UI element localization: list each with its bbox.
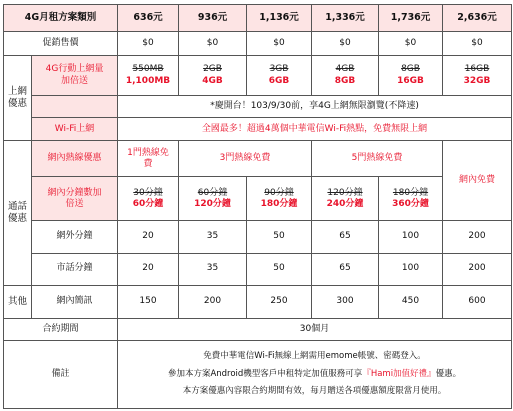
promo-price-cell: $0 (179, 32, 247, 56)
old-data-value: 8GB (401, 64, 420, 75)
offnet-minutes-cell: 20 (118, 221, 179, 253)
local-minutes-cell: 50 (247, 253, 312, 285)
new-minutes: 240分鐘 (326, 198, 364, 209)
calls-section-label: 通話 優惠 (4, 141, 32, 285)
old-minutes: 120分鐘 (327, 187, 363, 198)
contract-label: 合約期間 (4, 318, 118, 340)
promo-price-cell: $0 (312, 32, 379, 56)
wifi-label: Wi-Fi上網 (32, 118, 118, 141)
local-minutes-cell: 35 (179, 253, 247, 285)
local-minutes-cell: 65 (312, 253, 379, 285)
sms-cell: 250 (247, 285, 312, 318)
local-minutes-label: 市話分鐘 (32, 253, 118, 285)
onnet-minutes-label: 網內分鐘數加倍送 (32, 177, 118, 221)
offnet-minutes-label: 網外分鐘 (32, 221, 118, 253)
plan-1136-header: 1,136元 (247, 5, 312, 32)
plan-category-header: 4G月租方案類別 (4, 5, 118, 32)
sms-cell: 200 (179, 285, 247, 318)
local-minutes-cell: 20 (118, 253, 179, 285)
promo-price-cell: $0 (443, 32, 512, 56)
notes-content (118, 340, 512, 408)
data-boost-cell (179, 56, 247, 96)
onnet-minutes-cell (247, 177, 312, 221)
old-data-value: 550MB (132, 64, 164, 75)
sms-cell: 450 (379, 285, 443, 318)
sms-cell: 600 (443, 285, 512, 318)
old-minutes: 30分鐘 (133, 187, 163, 198)
new-minutes: 180分鐘 (260, 198, 298, 209)
hotline-3-free: 3門熱線免費 (179, 141, 312, 177)
promo-price-cell: $0 (118, 32, 179, 56)
data-boost-cell (443, 56, 512, 96)
hotline-1-free: 1門熱線免費 (118, 141, 179, 177)
offnet-minutes-cell: 35 (179, 221, 247, 253)
offnet-minutes-cell: 100 (379, 221, 443, 253)
onnet-free-unlimited: 網內免費 (443, 141, 512, 221)
sms-cell: 150 (118, 285, 179, 318)
onnet-minutes-cell (118, 177, 179, 221)
data-boost-cell (379, 56, 443, 96)
launch-note: *慶開台！103/9/30前，享4G上網無限瀏覽(不降速) (118, 96, 512, 118)
new-data-value: 1,100MB (125, 75, 171, 86)
internet-section-label: 上網 優惠 (4, 56, 32, 141)
plan-636-header: 636元 (118, 5, 179, 32)
new-minutes: 120分鐘 (194, 198, 231, 209)
promo-price-cell: $0 (247, 32, 312, 56)
old-data-value: 16GB (464, 64, 490, 75)
old-data-value: 2GB (203, 64, 222, 75)
hotline-5-free: 5門熱線免費 (312, 141, 443, 177)
note-line-3: 本方案優惠內容限合約期間有效，每月贈送各項優惠額度限當月使用。 (182, 386, 447, 397)
launch-note-spacer (32, 96, 118, 118)
onnet-minutes-cell (179, 177, 247, 221)
new-data-value: 4GB (202, 75, 223, 86)
plan-2636-header: 2,636元 (443, 5, 512, 32)
new-data-value: 16GB (397, 75, 424, 86)
plan-1336-header: 1,336元 (312, 5, 379, 32)
hami-gift-highlight: 『Hami加值好禮』 (362, 368, 436, 379)
data-boost-cell (118, 56, 179, 96)
note-line-2 (118, 366, 511, 383)
old-minutes: 90分鐘 (264, 187, 294, 198)
onnet-minutes-cell (379, 177, 443, 221)
offnet-minutes-cell: 200 (443, 221, 512, 253)
other-section-label: 其他 (4, 285, 32, 318)
promo-price-label: 促銷售價 (4, 32, 118, 56)
notes-label: 備註 (4, 340, 118, 408)
contract-value: 30個月 (118, 318, 512, 340)
sms-label: 網內簡訊 (32, 285, 118, 318)
local-minutes-cell: 100 (379, 253, 443, 285)
promo-price-cell: $0 (379, 32, 443, 56)
note-line-2-post: 優惠。 (435, 368, 462, 379)
offnet-minutes-cell: 65 (312, 221, 379, 253)
old-minutes: 180分鐘 (392, 187, 429, 198)
plan-comparison-table (3, 4, 512, 409)
old-data-value: 4GB (335, 64, 355, 75)
new-minutes: 360分鐘 (392, 198, 429, 209)
note-line-1: 免費中華電信Wi-Fi無線上網需用emome帳號、密碼登入。 (203, 351, 426, 362)
plan-1736-header: 1,736元 (379, 5, 443, 32)
onnet-minutes-cell (312, 177, 379, 221)
offnet-minutes-cell: 50 (247, 221, 312, 253)
old-minutes: 60分鐘 (197, 187, 228, 198)
new-minutes: 60分鐘 (132, 198, 164, 209)
new-data-value: 6GB (268, 75, 290, 86)
wifi-description: 全國最多！超過4萬個中華電信Wi-Fi熱點，免費無限上網 (118, 118, 512, 141)
old-data-value: 3GB (269, 64, 289, 75)
data-boost-cell (247, 56, 312, 96)
new-data-value: 32GB (463, 75, 491, 86)
note-line-2-pre: 參加本方案Android機型客戶申租特定加值服務可享 (167, 368, 363, 379)
plan-936-header: 936元 (179, 5, 247, 32)
local-minutes-cell: 200 (443, 253, 512, 285)
onnet-hotline-label: 網內熱線優惠 (32, 141, 118, 177)
data-boost-label: 4G行動上網量加倍送 (32, 56, 118, 96)
data-boost-cell (312, 56, 379, 96)
new-data-value: 8GB (334, 75, 356, 86)
sms-cell: 300 (312, 285, 379, 318)
